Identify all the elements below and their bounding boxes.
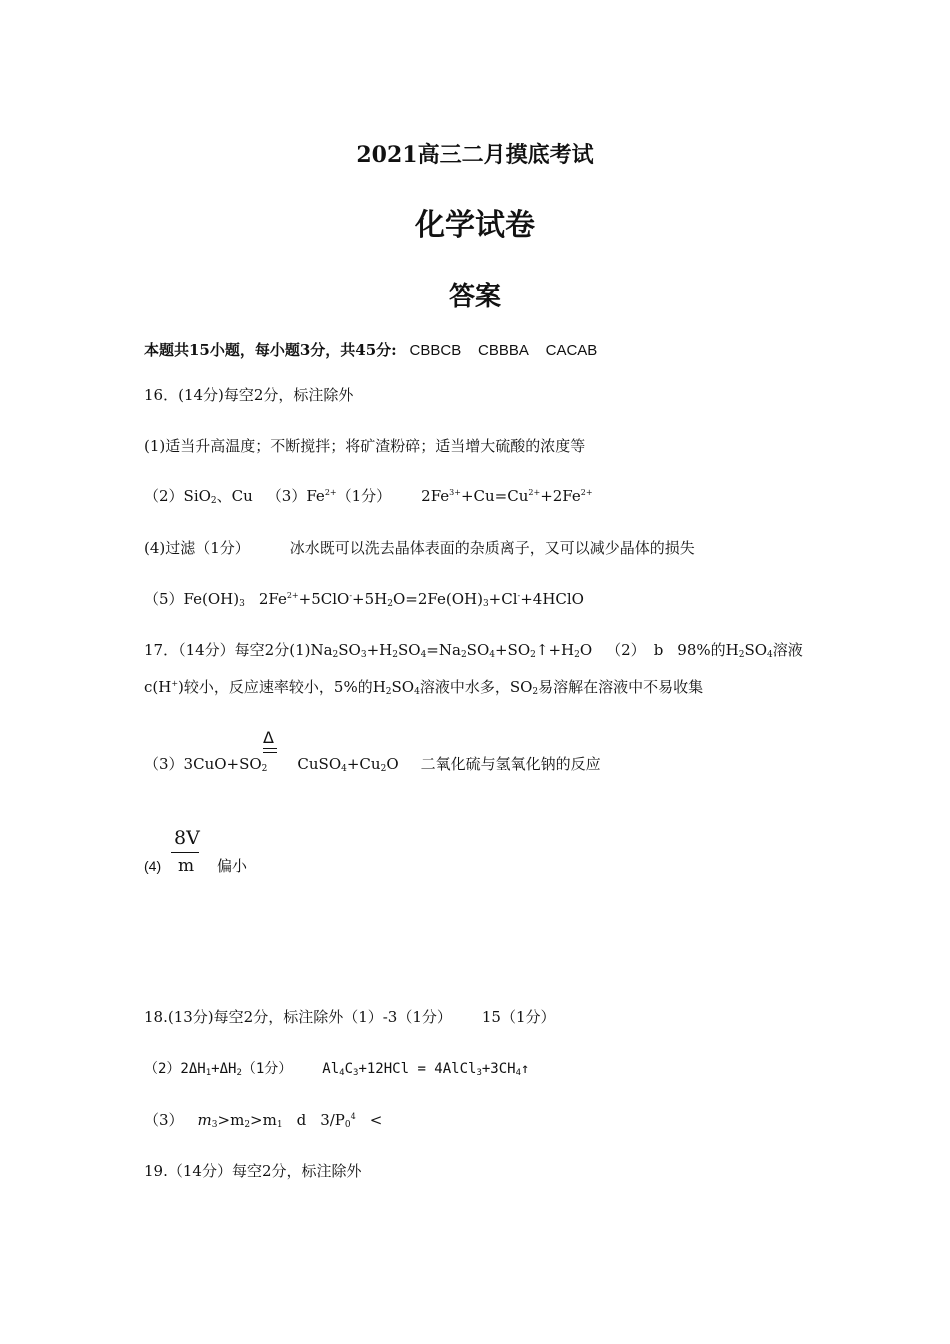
subscript: 2 — [332, 650, 339, 660]
mc-answers-line — [144, 340, 597, 361]
text-run: >m — [217, 1111, 245, 1129]
subscript: 2 — [380, 764, 387, 774]
text-run: SO — [744, 641, 768, 659]
text-run: c(H — [144, 678, 172, 696]
subscript: 2 — [392, 650, 398, 660]
text-run: +Cl — [488, 590, 518, 608]
text-run: 二氧化硫与氢氧化钠的反应 — [420, 755, 601, 773]
answer-heading: 答案 — [448, 282, 501, 312]
subscript: 2 — [387, 599, 393, 609]
subscript: 2 — [532, 687, 539, 697]
subscript: 3 — [482, 599, 489, 609]
text-run: +3CH — [481, 1061, 516, 1077]
subscript: 2 — [236, 1068, 242, 1078]
subscript: 3 — [360, 650, 367, 660]
q17-line1 — [144, 640, 803, 660]
text-run: SO — [391, 678, 415, 696]
mc-group-1: CBBCB — [409, 342, 462, 359]
text-run: C — [344, 1061, 354, 1077]
subscript: 2 — [574, 650, 580, 660]
q17-line2 — [144, 677, 703, 697]
fraction-numerator: 8V — [174, 827, 200, 849]
fraction-bar — [171, 852, 199, 853]
q18-part3 — [144, 1110, 382, 1130]
q18-heading — [144, 1007, 556, 1027]
fraction-denominator: m — [178, 856, 195, 876]
text-run: 2Fe — [258, 590, 287, 608]
text-run: 溶液中水多，SO — [419, 678, 533, 696]
subscript: 4 — [341, 764, 347, 774]
superscript: - — [349, 591, 353, 600]
subscript: 4 — [489, 650, 495, 660]
exam-title: 2021高三二月摸底考试 — [356, 142, 594, 168]
subscript: 2 — [244, 1120, 251, 1130]
text-run: SO — [466, 641, 490, 659]
text-run: （3） — [144, 1111, 184, 1129]
text-run: 、Cu — [216, 487, 253, 505]
subscript: 1 — [205, 1068, 212, 1078]
text-run: 2Fe — [421, 487, 450, 505]
text-run: +Cu — [346, 755, 381, 773]
mc-group-3: CACAB — [545, 342, 598, 359]
superscript: 2+ — [528, 488, 541, 497]
subscript: 2 — [460, 650, 467, 660]
text-run: =Na — [426, 641, 461, 659]
text-run: 溶液 — [772, 641, 803, 659]
text-run: Al — [322, 1061, 340, 1077]
text-run: ↑+H — [535, 641, 575, 659]
text-run: +Cu=Cu — [460, 487, 529, 505]
q17-part4-label: (4) — [144, 858, 162, 874]
text-run: +SO — [494, 641, 531, 659]
q16-part2-3 — [144, 486, 593, 506]
subscript: 4 — [767, 650, 773, 660]
text-run: )较小，反应速率较小，5%的H — [178, 678, 386, 696]
q17-line3 — [144, 754, 601, 774]
superscript: 2+ — [580, 488, 593, 497]
mc-label: 本题共15小题，每小题3分，共45分: — [144, 341, 397, 359]
text-run: b — [653, 641, 664, 659]
text-run: （1分） — [241, 1061, 293, 1077]
text-run: +ΔH — [211, 1061, 237, 1077]
subscript: 2 — [530, 650, 536, 660]
text-run: 3/P — [320, 1111, 345, 1129]
superscript: 4 — [350, 1112, 356, 1121]
text-run: +5H — [352, 590, 388, 608]
subscript: 4 — [339, 1068, 345, 1078]
q16-part4 — [144, 538, 695, 558]
superscript: 2+ — [286, 591, 299, 600]
subscript: 4 — [414, 687, 420, 697]
text-run: （2） — [606, 641, 646, 659]
text-run: m — [197, 1111, 212, 1129]
text-run: O=2Fe(OH) — [392, 590, 483, 608]
text-run: +12HCl = 4AlCl — [358, 1061, 477, 1077]
subscript: 3 — [211, 1120, 218, 1130]
text-run: O — [386, 755, 399, 773]
text-run: SO — [397, 641, 421, 659]
superscript: + — [171, 679, 179, 688]
q16-part5 — [144, 589, 584, 609]
subscript: 2 — [210, 496, 217, 506]
text-run: 98%的H — [677, 641, 739, 659]
text-run: +4HClO — [520, 590, 584, 608]
text-run: SO — [338, 641, 361, 659]
text-run: 易溶解在溶液中不易收集 — [538, 678, 704, 696]
superscript: 2+ — [324, 488, 337, 497]
superscript: - — [517, 591, 521, 600]
q16-part1: (1)适当升高温度；不断搅拌；将矿渣粉碎；适当增大硫酸的浓度等 — [144, 437, 586, 455]
text-run: ↑ — [521, 1061, 530, 1077]
subscript: 4 — [515, 1068, 522, 1078]
subscript: 1 — [276, 1120, 283, 1130]
text-run: O — [579, 641, 593, 659]
text-run: （3）Fe — [266, 487, 325, 505]
text-run: >m — [250, 1111, 277, 1129]
subscript: 2 — [738, 650, 745, 660]
text-run: d — [296, 1111, 307, 1129]
text-run: +5ClO — [298, 590, 350, 608]
text-run: 17．（14分）每空2分(1)Na — [144, 641, 333, 659]
subscript: 3 — [353, 1068, 359, 1078]
q16-heading: 16．(14分)每空2分，标注除外 — [144, 386, 354, 404]
text-run: CuSO — [297, 755, 342, 773]
text-run: （2）SiO — [144, 487, 211, 505]
text-run: < — [369, 1111, 383, 1129]
text-run: （2）2ΔH — [144, 1061, 206, 1077]
text-run: 18.(13分)每空2分，标注除外（1）-3（1分） — [144, 1008, 452, 1026]
q17-part4-tail: 偏小 — [217, 857, 248, 875]
mc-group-2: CBBBA — [477, 342, 529, 359]
text-run: (4)过滤（1分） — [144, 539, 250, 557]
subscript: 0 — [344, 1120, 351, 1130]
subscript: 2 — [261, 764, 268, 774]
text-run: 冰水既可以洗去晶体表面的杂质离子，又可以减少晶体的损失 — [289, 539, 695, 557]
text-run: +2Fe — [540, 487, 581, 505]
subject-title: 化学试卷 — [415, 208, 535, 243]
subscript: 3 — [476, 1068, 482, 1078]
subscript: 2 — [385, 687, 392, 697]
text-run: +H — [366, 641, 393, 659]
superscript: 3+ — [449, 488, 461, 497]
text-run: 15（1分） — [481, 1008, 556, 1026]
heat-delta-symbol: Δ — [263, 728, 274, 747]
q19-heading: 19.（14分）每空2分，标注除外 — [144, 1162, 362, 1180]
reaction-equals-sign — [263, 748, 277, 753]
text-run: （3）3CuO+SO — [144, 755, 262, 773]
subscript: 3 — [239, 599, 245, 609]
subscript: 4 — [420, 650, 427, 660]
q18-part2 — [144, 1059, 529, 1079]
text-run: （5）Fe(OH) — [144, 590, 240, 608]
text-run: （1分） — [336, 487, 392, 505]
